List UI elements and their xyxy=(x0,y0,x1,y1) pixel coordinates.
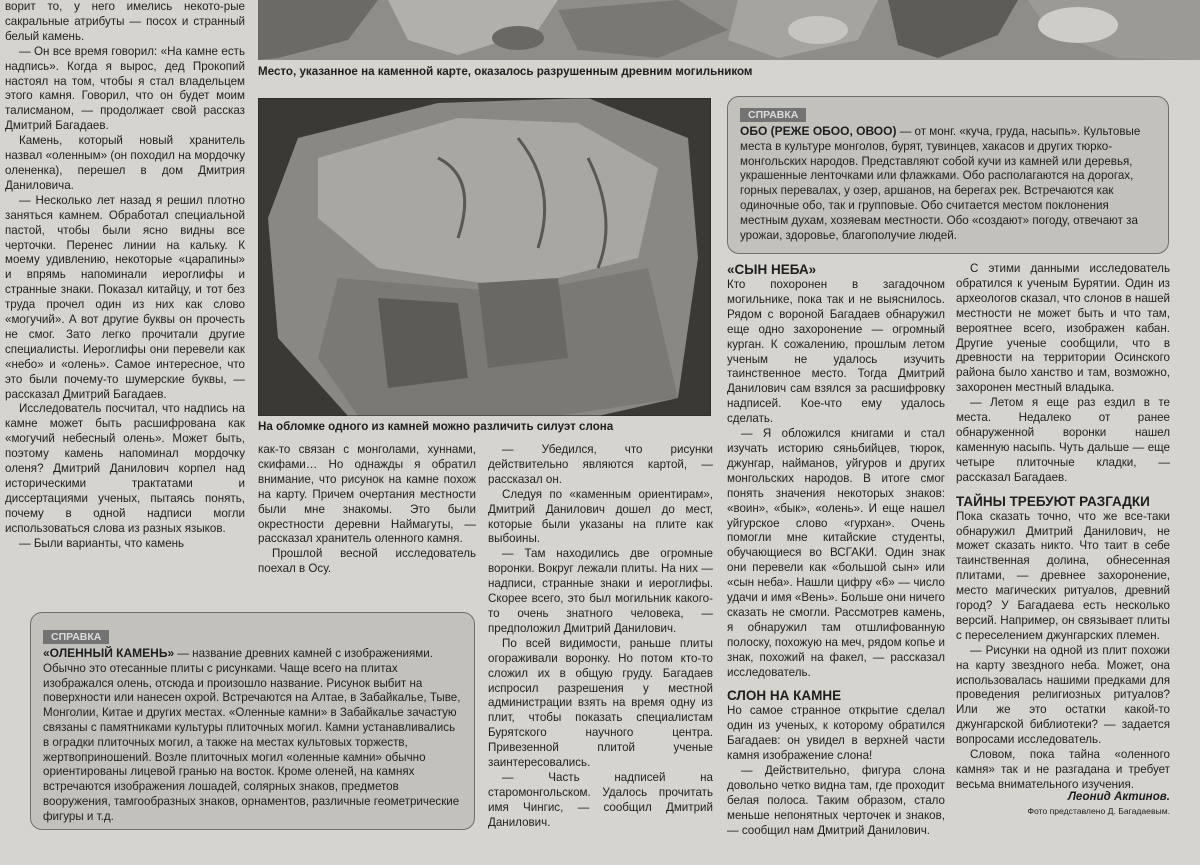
paragraph: как-то связан с монголами, хуннами, скифами… Но однажды я обратил внимание, что рисунок на камне похож на карту. Причем очертания местности были мне знакомы. Это были окрестности деревни Наймагуты, — рассказал хранитель оленного камня. xyxy=(258,443,476,546)
paragraph: Словом, пока тайна «оленного камня» так и не разгадана и требует весьма внимательного изучения. xyxy=(956,748,1170,791)
paragraph: Следуя по «каменным ориентирам», Дмитрий Данилович дошел до мест, которые были указаны на плите как выбоины. xyxy=(488,487,713,546)
paragraph: — Он все время говорил: «На камне есть надпись». Когда я вырос, дед Прокопий настоял на том, чтобы я стал владельцем этого камня. Говорил, что он будет моим талисманом, — продолжает свой рассказ Дмитрий Багадаев. xyxy=(5,44,245,133)
info-box-term: «ОЛЕННЫЙ КАМЕНЬ» xyxy=(43,646,175,660)
paragraph: ворит то, у него имелись некото-рые сакральные атрибуты — посох и странный белый камень. xyxy=(5,0,245,43)
section-heading: ТАЙНЫ ТРЕБУЮТ РАЗГАДКИ xyxy=(956,493,1150,509)
paragraph: — Я обложился книгами и стал изучать историю сяньбийцев, тюрок, джунгар, найманов, уйгуров и других монгольских народов. В итоге смог понять значения некоторых знаков: «воин», «бык», «олень». И еще нашел уйгурское слово «гурхан». Очень помогли мне китайские студенты, обучающиеся во ВСГАКИ. Один знак они перевели как «большой сын» или «сын неба». Нашли цифру «6» — число удачи и имя «Вень». Больше они ничего сказать не смогли. Рассмотрев камень, я обнаружил там отшлифованную полоску, похожую на меч, рядом копье и знак, похожий на факел, — рассказал исследователь. xyxy=(727,427,945,679)
paragraph: — Рисунки на одной из плит похожи на карту звездного неба. Может, она использовалась нашими предками для проведения религиозных ритуалов? Или же это остатки какой-то джунгарской библиотеки? — задается вопросами исследователь. xyxy=(956,643,1170,747)
info-box-obo xyxy=(727,96,1169,254)
paragraph: Но самое странное открытие сделал один из ученых, к которому обратился Багадаев: он увидел в верхней части камня изображение слона! xyxy=(727,704,945,763)
caption-photo: На обломке одного из камней можно различить силуэт слона xyxy=(258,420,614,433)
paragraph: — Там находились две огромные воронки. Вокруг лежали плиты. На них — надписи, странные знаки и иероглифы. Скорее всего, это был могильник какого-то очень знатного человека, — предположил Дмитрий Данилович. xyxy=(488,547,713,635)
paragraph: Камень, который новый хранитель назвал «оленным» (он походил на мордочку олененка), перешел в дом Дмитрия Даниловича. xyxy=(5,134,245,192)
info-box-definition: — название древних камней с изображениями. Обычно это отесанные плиты с рисунками. Чаще всего на плитах изображался олень, отсюда и произошло название. Рисунок выбит на поверхности или нанесен охрой. Встречаются на Алтае, в Забайкалье, Тыве, Монголии, Китае и других местах. «Оленные камни» в Забайкалье зачастую связаны с памятниками культуры плиточных могил. Камни устанавливались в оградки плиточных могил, а также на местах культовых торжеств, жертвоприношений. Возле плиточных могил «оленные камни» обычно ориентированы лицевой гранью на восток. Кроме оленей, на камнях встречаются изображения лошадей, солярных знаков, предметов вооружения, тамгообразных знаков, орнаментов, различные геометрические фигуры и т.д. xyxy=(43,647,461,823)
top-photo xyxy=(258,0,1200,60)
stone-photo xyxy=(258,98,711,416)
paragraph: С этими данными исследователь обратился к ученым Бурятии. Один из археологов сказал, что слонов в нашей местности не может быть и что там, вероятнее всего, изображен кабан. Другие ученые сообщили, что в древности на территории Осинского района было ханство и там, возможно, захоронен местный владыка. xyxy=(956,262,1170,395)
info-box-deer-stone xyxy=(30,612,475,830)
paragraph: — Летом я еще раз ездил в те места. Недалеко от ранее обнаруженной воронки нашел каменную насыпь. Чуть дальше — еще четыре плиточные кладки, — рассказал Багадаев. xyxy=(956,396,1170,484)
info-box-tag: СПРАВКА xyxy=(740,108,806,122)
article-column-2 xyxy=(258,443,476,577)
paragraph: — Убедился, что рисунки действительно являются картой, — рассказал он. xyxy=(488,443,713,486)
paragraph: Пока сказать точно, что же все-таки обнаружил Дмитрий Данилович, не может сказать никто. Что таит в себе таинственная долина, обнесенная плитами, — древнее захоронение, место магических ритуалов, древний город? У Багадаева есть несколько версий. Например, он связывает плиты с переселением джунгарских племен. xyxy=(956,509,1170,642)
photo-credit: Фото представлено Д. Багадаевым. xyxy=(1027,806,1170,816)
caption-top: Место, указанное на каменной карте, оказалось разрушенным древним могильником xyxy=(258,65,753,78)
info-box-text xyxy=(740,124,1156,243)
paragraph: — Часть надписей на старомонгольском. Удалось прочитать имя Чингис, — сообщил Дмитрий Данилович. xyxy=(488,770,713,829)
paragraph: — Действительно, фигура слона довольно четко видна там, где проходит белая полоса. Таким образом, стало меньше непонятных черточек и знаков, — сообщил нам Дмитрий Данилович. xyxy=(727,764,945,837)
paragraph: Кто похоронен в загадочном могильнике, пока так и не выяснилось. Рядом с вороной Багадаев обнаружил еще одно захоронение — огромный курган. К сожалению, прошлым летом ученым не удалось изучить таинственное место. Тогда Дмитрий Данилович сам взялся за расшифровку надписей. Кое-что ему удалось сделать. xyxy=(727,278,945,426)
elephant-stone-image xyxy=(258,98,711,416)
paragraph: Прошлой весной исследователь поехал в Осу. xyxy=(258,547,476,576)
rocky-ground-image xyxy=(258,0,1200,60)
section-heading: СЛОН НА КАМНЕ xyxy=(727,688,842,704)
info-box-definition: — от монг. «куча, груда, насыпь». Культовые места в культуре монголов, бурят, тувинцев, хакасов и других тюрко-монгольских народов. Представляют собой кучи из камней или деревья, украшенные ленточками или флажками. Обо располагаются на дорогах, горных перевалах, у озер, аршанов, на берегах рек. Встречаются как одиночные обо, так и групповые. Обо считается местом поклонения местным духам, хозяевам местности. Обо «создают» погоду, отвечают за урожаи, здоровье, благополучие людей. xyxy=(740,125,1141,242)
author-signature: Леонид Актинов. xyxy=(1067,790,1170,803)
paragraph: — Несколько лет назад я решил плотно заняться камнем. Обработал специальной пастой, чтобы были ясно видны все черточки. Перенес линии на кальку. К моему удивлению, некоторые «царапины» и впрямь напоминали иероглифы и странные знаки. Показал китайцу, и тот без труда прочел один из них как слово «могучий». А вот другие буквы он прочесть не смог. Зато легко прочитали другие специалисты. Иероглифы они перевели как «небо» и «олень». Самое интересное, что это были почему-то шумерские буквы, — рассказал Дмитрий Багадаев. xyxy=(5,193,245,401)
paragraph: Исследователь посчитал, что надпись на камне может быть расшифрована как «могучий небесный олень». Может быть, поэтому камень напоминал мордочку оленя? Дмитрий Данилович корпел над историческими трактатами и диссертациями ученых, пытаясь понять, почему в одной надписи могли использоваться слова из разных языков. xyxy=(5,402,245,535)
paragraph: — Были варианты, что камень xyxy=(19,536,185,550)
info-box-text xyxy=(43,646,462,825)
section-heading: «СЫН НЕБА» xyxy=(727,262,817,277)
info-box-tag: СПРАВКА xyxy=(43,630,109,644)
paragraph: По всей видимости, раньше плиты огораживали воронку. Но потом кто-то сложил их в общую груду. Багадаев испросил разрешения у местной администрации взять на время одну из плит, чтобы показать специалистам Бурятского научного центра. Привезенной плитой ученые заинтересовались. xyxy=(488,636,713,770)
article-column-5 xyxy=(956,262,1170,793)
article-column-3 xyxy=(488,443,713,831)
info-box-term: ОБО (РЕЖЕ ОБОО, ОВОО) xyxy=(740,124,897,138)
article-column-1 xyxy=(5,0,245,552)
article-column-4 xyxy=(727,262,945,839)
